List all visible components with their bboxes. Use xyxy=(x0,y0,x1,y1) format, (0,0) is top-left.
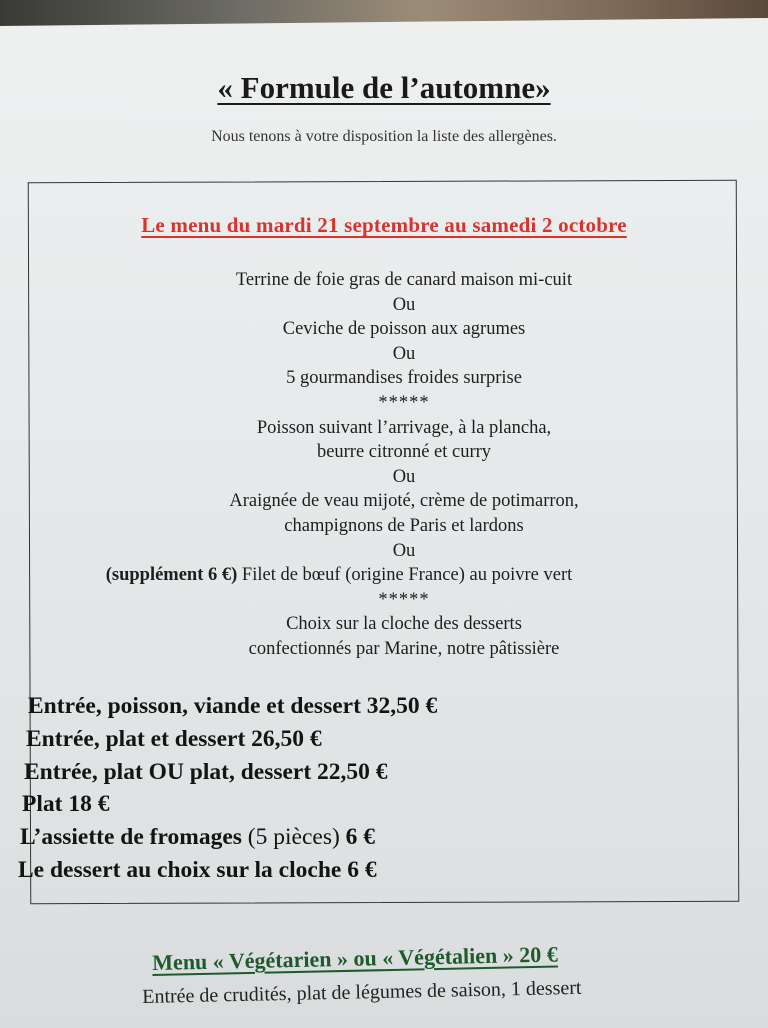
supplement-label: (supplément 6 €) xyxy=(105,565,238,586)
dessert-line-2: confectionnés par Marine, notre pâtissière xyxy=(248,638,560,659)
price-dessert: Le dessert au choix sur la cloche 6 € xyxy=(18,856,377,883)
vegetarian-menu-description: Entrée de crudités, plat de légumes de saison, 1 dessert xyxy=(142,976,582,1008)
menu-dates-heading xyxy=(0,213,768,238)
beef-dish: Filet de bœuf (origine France) au poivre vert xyxy=(241,565,573,586)
main-beef xyxy=(0,563,768,588)
dessert-line-1: Choix sur la cloche des desserts xyxy=(286,614,522,635)
price-three-course: Entrée, plat et dessert 26,50 € xyxy=(26,725,322,752)
main-fish-line-1: Poisson suivant l’arrivage, à la plancha, xyxy=(256,417,552,438)
menu-dates-text: Le menu du mardi 21 septembre au samedi 2 octobre xyxy=(141,213,627,237)
cheese-plate-price: 6 € xyxy=(345,824,376,851)
allergens-note: Nous tenons à votre disposition la liste des allergènes. xyxy=(211,128,557,145)
vegetarian-title-text: Menu « Végétarien » ou « Végétalien » 20 € xyxy=(152,941,558,975)
main-veal-line-2: champignons de Paris et lardons xyxy=(284,515,524,536)
starter-foie-gras: Terrine de foie gras de canard maison mi-cuit xyxy=(235,270,573,290)
price-two-course: Entrée, plat OU plat, dessert 22,50 € xyxy=(24,758,388,785)
starter-ceviche: Ceviche de poisson aux agrumes xyxy=(282,319,526,340)
price-list xyxy=(18,690,578,887)
page-title xyxy=(0,70,768,106)
price-cheese-plate xyxy=(20,821,578,854)
or-separator: Ou xyxy=(392,540,416,561)
cheese-plate-label: L’assiette de fromages xyxy=(20,824,242,851)
course-divider: ***** xyxy=(378,589,430,610)
price-full-menu: Entrée, poisson, viande et dessert 32,50 € xyxy=(28,693,438,719)
main-fish-line-2: beurre citronné et curry xyxy=(316,442,492,463)
or-separator: Ou xyxy=(392,294,416,315)
main-veal-line-1: Araignée de veau mijoté, crème de potimarron, xyxy=(229,491,579,512)
price-main-only: Plat 18 € xyxy=(22,791,110,818)
course-divider: ***** xyxy=(378,392,430,413)
cheese-plate-pieces: (5 pièces) xyxy=(247,824,340,851)
title-text: « Formule de l’automne» xyxy=(217,70,551,105)
course-list xyxy=(20,268,768,662)
or-separator: Ou xyxy=(392,466,416,487)
or-separator: Ou xyxy=(392,343,416,364)
starter-gourmandises: 5 gourmandises froides surprise xyxy=(286,368,522,389)
